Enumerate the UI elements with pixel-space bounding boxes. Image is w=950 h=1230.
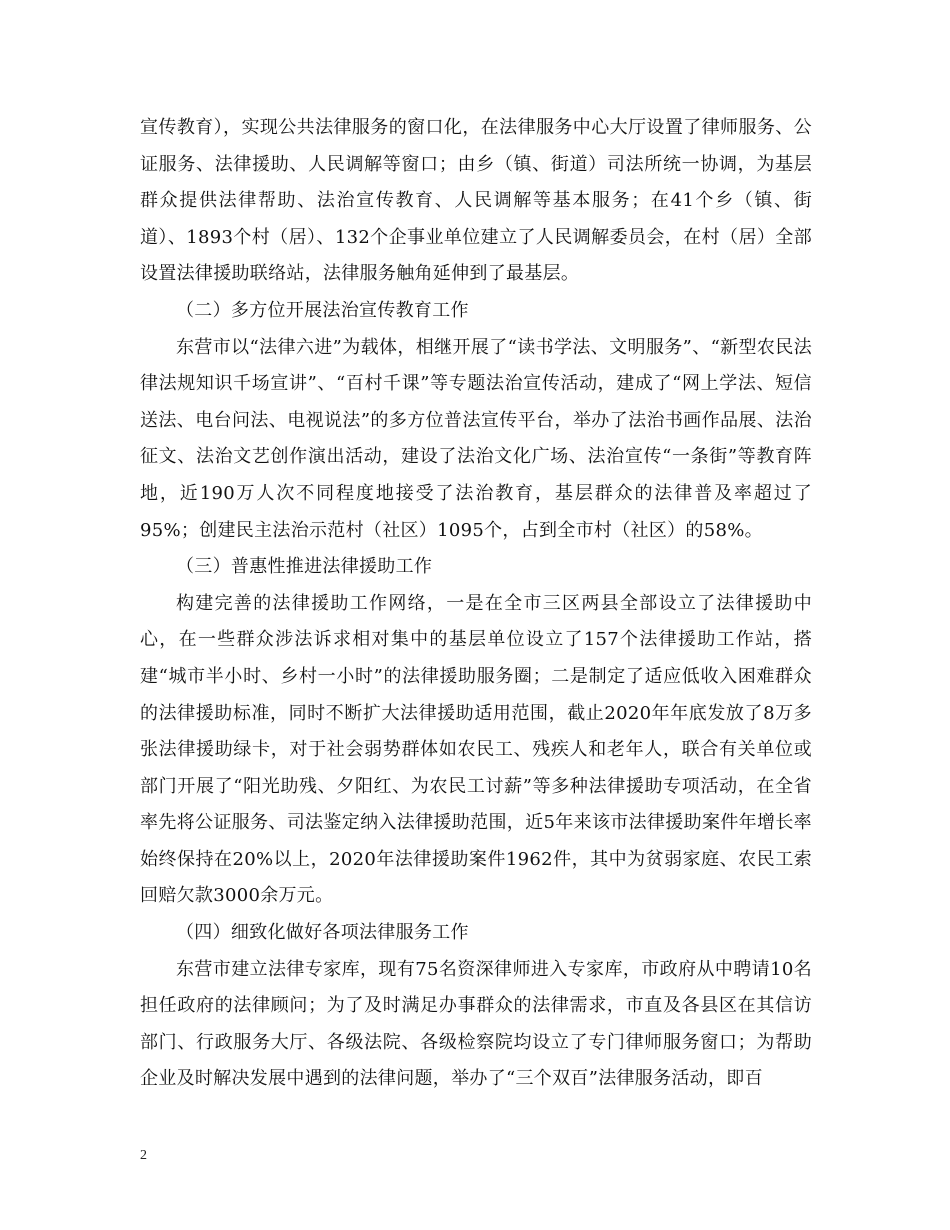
section-heading-legal-aid: （三）普惠性推进法律援助工作 [176,556,433,578]
paragraph-legal-aid: 构建完善的法律援助工作网络，一是在全市三区两县全部设立了法律援助中心，在一些群众涉法诉求相对集中的基层单位设立了157个法律援助工作站，搭建“城市半小时、乡村一小时”的法律援助服务圈；二是制定了适应低收入困难群众的法律援助标准，同时不断扩大法律援助适用范围，截止2020年年底发放了8万多张法律援助绿卡，对于社会弱势群体如农民工、残疾人和老年人，联合有关单位或部门开展了“阳光助残、夕阳红、为农民工讨薪”等多种法律援助专项活动，在全省率先将公证服务、司法鉴定纳入法律援助范围，近5年来该市法律援助案件年增长率始终保持在20%以上，2020年法律援助案件1962件，其中为贫弱家庭、农民工索回赔欠款3000余万元。 [140,592,812,907]
paragraph-legal-services: 东营市建立法律专家库，现有75名资深律师进入专家库，市政府从中聘请10名担任政府的法律顾问；为了及时满足办事群众的法律需求，市直及各县区在其信访部门、行政服务大厅、各级法院、各级检察院均设立了专门律师服务窗口；为帮助企业及时解决发展中遇到的法律问题，举办了“三个双百”法律服务活动，即百 [140,958,812,1090]
paragraph-public-legal-service: 宣传教育），实现公共法律服务的窗口化，在法律服务中心大厅设置了律师服务、公证服务、法律援助、人民调解等窗口；由乡（镇、街道）司法所统一协调，为基层群众提供法律帮助、法治宣传教育、人民调解等基本服务；在41个乡（镇、街道）、1893个村（居）、132个企事业单位建立了人民调解委员会，在村（居）全部设置法律援助联络站，法律服务触角延伸到了最基层。 [140,117,812,285]
page-number: 2 [140,1148,147,1163]
paragraph-legal-publicity: 东营市以“法律六进”为载体，相继开展了“读书学法、文明服务”、“新型农民法律法规知识千场宣讲”、“百村千课”等专题法治宣传活动，建成了“网上学法、短信送法、电台问法、电视说法”的多方位普法宣传平台，举办了法治书画作品展、法治征文、法治文艺创作演出活动，建设了法治文化广场、法治宣传“一条街”等教育阵地，近190万人次不同程度地接受了法治教育，基层群众的法律普及率超过了95%；创建民主法治示范村（社区）1095个，占到全市村（社区）的58%。 [140,336,812,541]
section-heading-legal-services: （四）细致化做好各项法律服务工作 [176,922,469,944]
section-heading-legal-publicity: （二）多方位开展法治宣传教育工作 [176,299,469,321]
document-body [140,110,812,1098]
